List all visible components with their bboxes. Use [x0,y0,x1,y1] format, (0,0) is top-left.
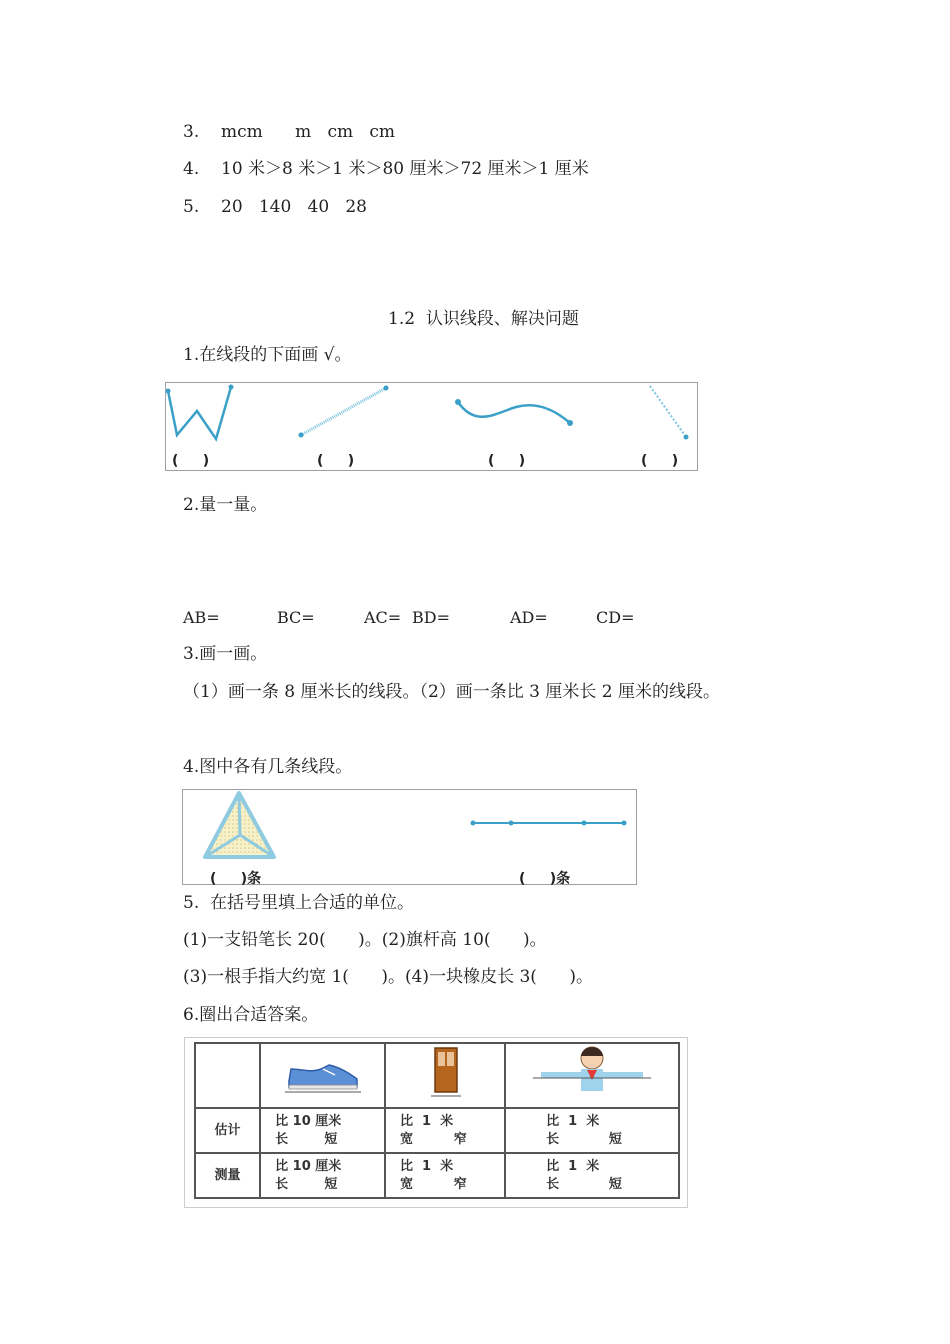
answer-4-num: 4. [183,159,200,179]
q6-row-label-estimate: 估计 [195,1108,260,1153]
zigzag-line [168,387,231,439]
q3-title: 3.画一画。 [183,644,268,664]
answer-4-text: 10 米＞8 米＞1 米＞80 厘米＞72 厘米＞1 厘米 [221,159,589,179]
answer-5-num: 5. [183,197,200,217]
q6-cell-estimate-shoe[interactable]: 比 10 厘米 长 短 [260,1108,385,1153]
q4-figure [182,789,637,885]
q6-table [194,1042,680,1199]
shoe-icon [283,1051,363,1095]
q1-blank-1[interactable]: ( ) [172,453,210,469]
boy-icon [527,1044,657,1102]
q6-cell-estimate-boy[interactable]: 比 1 米 长 短 [505,1108,679,1153]
q2-label-bd: BD= [412,608,450,627]
q2-title: 2.量一量。 [183,495,268,515]
q1-blank-2[interactable]: ( ) [317,453,355,469]
ray-line [650,386,686,437]
q6-figure [184,1037,688,1208]
q5-line-2: (3)一根手指大约宽 1( )。(4)一块橡皮长 3( )。 [183,967,593,987]
q6-header-shoe [260,1043,385,1108]
q6-cell-measure-door[interactable]: 比 1 米 宽 窄 [385,1153,505,1198]
section-title: 1.2 认识线段、解决问题 [388,309,579,329]
q4-blank-2[interactable]: ( )条 [519,871,571,887]
q2-label-ab: AB= [183,608,220,627]
q4-title: 4.图中各有几条线段。 [183,757,353,777]
answer-3-text: mcm m cm cm [221,122,396,142]
q1-lines-figure [166,383,697,470]
q1-blank-4[interactable]: ( ) [641,453,679,469]
q6-title: 6.圈出合适答案。 [183,1005,319,1025]
q6-row-label-measure: 测量 [195,1153,260,1198]
q1-title: 1.在线段的下面画 √。 [183,345,352,365]
q6-header-door [385,1043,505,1108]
q2-label-ad: AD= [510,608,548,627]
q5-title: 5. 在括号里填上合适的单位。 [183,893,415,913]
segment-line [301,388,386,435]
q6-header-empty [195,1043,260,1108]
q1-blank-3[interactable]: ( ) [488,453,526,469]
answer-5-text: 20 140 40 28 [221,197,367,217]
q5-line-1: (1)一支铅笔长 20( )。(2)旗杆高 10( )。 [183,930,547,950]
q6-cell-measure-shoe[interactable]: 比 10 厘米 长 短 [260,1153,385,1198]
curve-line [458,402,570,423]
q3-text: （1）画一条 8 厘米长的线段。（2）画一条比 3 厘米长 2 厘米的线段。 [183,682,721,702]
answer-3-num: 3. [183,122,200,142]
q6-header-boy [505,1043,679,1108]
q2-label-cd: CD= [596,608,635,627]
q2-label-bc: BC= [277,608,315,627]
q2-label-ac: AC= [364,608,402,627]
q6-cell-estimate-door[interactable]: 比 1 米 宽 窄 [385,1108,505,1153]
q1-figure [165,382,698,471]
q4-blank-1[interactable]: ( )条 [210,871,262,887]
q6-cell-measure-boy[interactable]: 比 1 米 长 短 [505,1153,679,1198]
door-icon [425,1045,465,1101]
